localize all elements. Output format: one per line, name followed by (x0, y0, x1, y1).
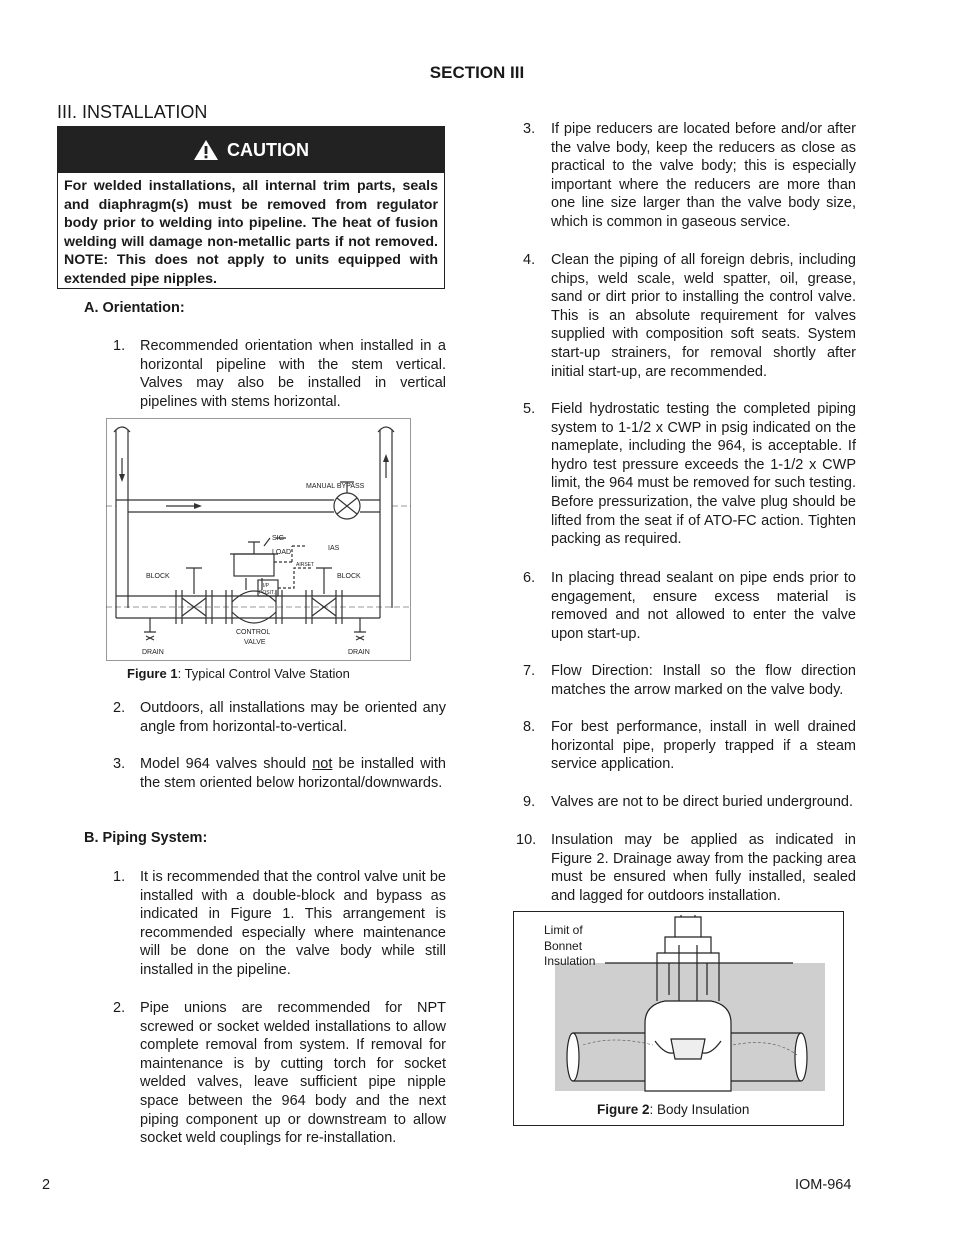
figure-2-caption (597, 1102, 749, 1117)
list-number: 3. (113, 756, 126, 772)
label-load: LOAD (272, 549, 292, 556)
label-airset: AIRSET (296, 562, 315, 568)
list-number: 1. (113, 869, 126, 885)
figure-1-caption (127, 666, 350, 681)
figure-1-diagram (106, 418, 411, 661)
page-number: 2 (42, 1177, 51, 1193)
label-ias: IAS (328, 545, 340, 552)
label-block-right: BLOCK (337, 573, 361, 580)
list-number: 4. (523, 252, 536, 268)
caution-header (58, 127, 444, 173)
list-number: 2. (113, 1000, 126, 1016)
figure-2-caption-label: Figure 2 (597, 1102, 650, 1117)
label-sig: SIG (272, 535, 285, 542)
list-text: In placing thread sealant on pipe ends prior to engagement, ensure excess material is removed and not allowed to enter the valve upon start-up. (551, 570, 856, 642)
list-number: 9. (523, 794, 536, 810)
list-text: Recommended orientation when installed in a horizontal pipeline with the stem vertical. Valves may also be installed in vertical pipelines with stems horizontal. (140, 338, 446, 410)
figure-2-label-line: Bonnet (544, 938, 583, 953)
list-number: 1. (113, 338, 126, 354)
list-text: Field hydrostatic testing the completed piping system to 1-1/2 x CWP in psig indicated on the nameplate, including the 964, is acceptable. If hydro test pressure exceeds the 1-1/2 x CWP limit, the 964 must be removed for such testing. Before pressurization, the valve plug should be lifted from the seat if of ATO-FC action. Tighten packing as required. (551, 401, 856, 548)
caution-text: For welded installations, all internal trim parts, seals and diaphragm(s) must be removed from regulator body prior to welding into pipeline. The heat of fusion welding will damage non-metallic parts if not removed. NOTE: This does not apply to units equipped with extended pipe nipples. (64, 178, 438, 287)
label-drain-right: DRAIN (348, 649, 370, 656)
list-number: 8. (523, 719, 536, 735)
warning-icon (193, 139, 219, 161)
list-number: 2. (113, 700, 126, 716)
label-manual-bypass: MANUAL BYPASS (306, 483, 365, 490)
figure-2-caption-text: : Body Insulation (649, 1102, 750, 1117)
text-part: Model 964 valves should (140, 756, 313, 772)
list-number: 7. (523, 663, 536, 679)
piping-heading: B. Piping System: (84, 830, 208, 846)
label-posit: POSIT. (259, 590, 275, 596)
figure-1-caption-label: Figure 1 (127, 666, 178, 681)
list-number: 6. (523, 570, 536, 586)
text-part: be installed with the stem oriented below horizontal/downwards. (140, 756, 446, 791)
list-number: 3. (523, 121, 536, 137)
doc-id: IOM-964 (795, 1177, 852, 1193)
list-text: Pipe unions are recommended for NPT screwed or socket welded installations to allow complete removal from system. If removal for maintenance is by cutting torch for socket welded valves, leave sufficient pipe nipple space between the 964 body and the next piping component up or downstream to allow socket weld couplings for re-installation. (140, 1000, 446, 1147)
label-block-left: BLOCK (146, 573, 170, 580)
label-drain-left: DRAIN (142, 649, 164, 656)
list-number: 5. (523, 401, 536, 417)
list-text: Flow Direction: Install so the flow direction matches the arrow marked on the valve body. (551, 663, 856, 698)
text-underlined: not (312, 756, 333, 772)
figure-2-label-line: Insulation (544, 954, 596, 968)
page-title: III. INSTALLATION (57, 102, 208, 122)
section-heading: SECTION III (429, 63, 525, 82)
label-control: CONTROL (236, 629, 271, 636)
orientation-heading: A. Orientation: (84, 300, 185, 316)
list-number: 10. (516, 832, 537, 848)
figure-2-label (544, 923, 595, 970)
caution-label: CAUTION (227, 139, 309, 160)
label-valve: VALVE (244, 639, 266, 646)
list-text: It is recommended that the control valve unit be installed with a double-block and bypass as indicated in Figure 1. This arrangement is recommended especially where maintenance will be done on the valve body while still installed in the pipeline. (140, 869, 446, 978)
caution-box (57, 126, 445, 289)
list-text: Insulation may be applied as indicated in Figure 2. Drainage away from the packing area must be ensured when fully installed, sealed and lagged for outdoors installation. (551, 832, 856, 904)
list-text: If pipe reducers are located before and/or after the valve body, keep the reducers as close as practical to the valve body; this is especially important where the reducers are more than one line size larger than the valve body size, which is common in gaseous service. (551, 121, 856, 230)
list-text: Outdoors, all installations may be oriented any angle from horizontal-to-vertical. (140, 700, 446, 735)
figure-1-caption-text: : Typical Control Valve Station (177, 666, 350, 681)
list-text: Clean the piping of all foreign debris, including chips, weld scale, weld spatter, oil, grease, sand or dirt prior to installing the control valve. This is an absolute requirement for valves supplied with composition soft seats. System start-up strainers, for removal shortly after initial start-up, are recommended. (551, 252, 856, 380)
list-text: For best performance, install in well drained horizontal pipe, properly trapped if a steam service application. (551, 719, 856, 773)
figure-2-diagram (553, 915, 838, 1095)
list-text: Valves are not to be direct buried underground. (551, 794, 854, 810)
list-text (140, 755, 446, 792)
label-ip: I/P (263, 583, 270, 589)
figure-2-label-line: Limit of (544, 923, 583, 937)
